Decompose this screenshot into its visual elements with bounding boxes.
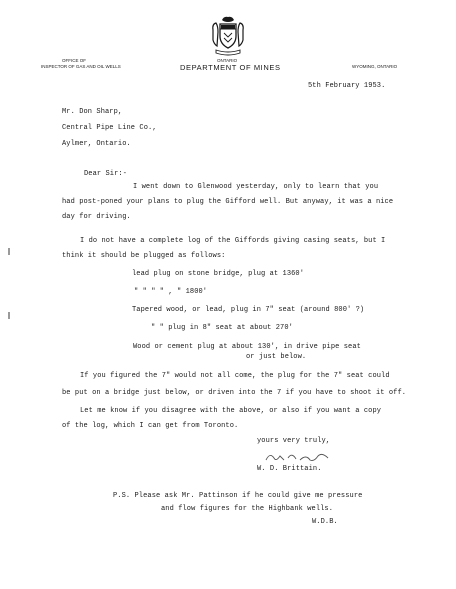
postscript-initials: W.D.B. xyxy=(312,518,338,526)
plug-list-item: Wood or cement plug at about 130', in drive pipe seat xyxy=(133,343,361,351)
body-paragraph-4-line-2: of the log, which I can get from Toronto. xyxy=(62,422,239,430)
recipient-company: Central Pipe Line Co., xyxy=(62,124,157,132)
postscript-line-2: and flow figures for the Highbank wells. xyxy=(161,505,334,513)
plug-list-item: Tapered wood, or lead, plug in 7" seat (around 800' ?) xyxy=(132,306,365,314)
plug-list-item: or just below. xyxy=(246,353,307,361)
letter-date: 5th February 1953. xyxy=(308,82,386,90)
body-paragraph-1-line-2: had post-poned your plans to plug the Gifford well. But anyway, it was a nice xyxy=(62,198,394,206)
letterhead-inspector-title: INSPECTOR OF GAS AND OIL WELLS xyxy=(41,64,121,69)
letterhead-department: DEPARTMENT OF MINES xyxy=(180,63,281,72)
letterhead-location: WYOMING, ONTARIO xyxy=(352,64,398,69)
margin-punch-mark xyxy=(8,248,10,255)
body-paragraph-2-line-1: I do not have a complete log of the Giffords giving casing seats, but I xyxy=(80,237,386,245)
salutation: Dear Sir:- xyxy=(84,170,128,178)
body-paragraph-3-line-2: be put on a bridge just below, or driven into the 7 if you have to shoot it off. xyxy=(62,389,407,397)
letterhead-office-label: OFFICE OF xyxy=(62,58,86,63)
valediction: yours very truly, xyxy=(257,437,331,445)
recipient-city: Aylmer, Ontario. xyxy=(62,140,131,148)
body-paragraph-4-line-1: Let me know if you disagree with the above, or also if you want a copy xyxy=(80,407,382,415)
body-paragraph-3-line-1: If you figured the 7" would not all come, the plug for the 7" seat could xyxy=(80,372,390,380)
plug-list-item: " " plug in 8" seat at about 270' xyxy=(151,324,293,332)
recipient-name: Mr. Don Sharp, xyxy=(62,108,123,116)
body-paragraph-1-line-3: day for driving. xyxy=(62,213,131,221)
postscript-line-1: P.S. Please ask Mr. Pattinson if he could give me pressure xyxy=(113,492,363,500)
margin-punch-mark xyxy=(8,312,10,319)
plug-list-item: " " " " , " 1800' xyxy=(134,288,208,296)
body-paragraph-2-line-2: think it should be plugged as follows: xyxy=(62,252,226,260)
body-paragraph-1-line-1: I went down to Glenwood yesterday, only to learn that you xyxy=(133,183,379,191)
ontario-coat-of-arms-icon xyxy=(210,14,246,56)
plug-list-item: lead plug on stone bridge, plug at 1360' xyxy=(132,270,305,278)
signer-name: W. D. Brittain. xyxy=(257,465,322,473)
handwritten-signature xyxy=(262,448,336,464)
letterhead-province: ONTARIO xyxy=(217,58,238,63)
